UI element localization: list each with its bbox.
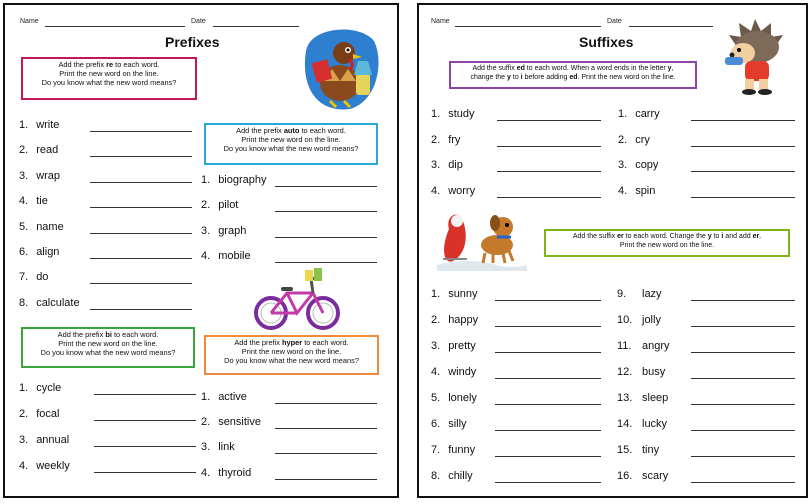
list-item: 5. lonely bbox=[431, 392, 477, 404]
list-item: 8. calculate bbox=[19, 297, 80, 309]
list-item: 4. tie bbox=[19, 195, 48, 207]
list-item: 4. thyroid bbox=[201, 467, 252, 479]
instruction-line-2: Print the new word on the line. bbox=[241, 135, 341, 144]
name-line[interactable] bbox=[45, 26, 185, 27]
answer-line[interactable] bbox=[495, 430, 601, 431]
suffixes-worksheet bbox=[417, 3, 808, 498]
answer-line[interactable] bbox=[275, 428, 377, 429]
instruction-line-2: change the y to i before adding ed. Print the new word on the line. bbox=[470, 74, 676, 81]
date-label: Date bbox=[191, 18, 206, 25]
turkey-reading-icon bbox=[300, 21, 382, 113]
instruction-line-3: Do you know what the new word means? bbox=[223, 144, 359, 153]
list-item: 4. worry bbox=[431, 185, 476, 197]
instruction-line-1: Add the prefix re to each word. bbox=[58, 60, 160, 69]
answer-line[interactable] bbox=[691, 146, 795, 147]
list-item: 3. dip bbox=[431, 159, 463, 171]
name-line[interactable] bbox=[455, 26, 601, 27]
answer-line[interactable] bbox=[495, 378, 601, 379]
answer-line[interactable] bbox=[691, 352, 795, 353]
list-item: 1. cycle bbox=[19, 382, 62, 394]
list-item: 1. sunny bbox=[431, 288, 478, 300]
list-item: 2. sensitive bbox=[201, 416, 261, 428]
answer-line[interactable] bbox=[497, 146, 601, 147]
prefixes-worksheet bbox=[3, 3, 399, 498]
list-item: 2. pilot bbox=[201, 199, 239, 211]
instruction-line-2: Print the new word on the line. bbox=[58, 339, 158, 348]
instruction-box-re bbox=[21, 57, 197, 100]
instruction-line-1: Add the prefix auto to each word. bbox=[236, 126, 346, 135]
answer-line[interactable] bbox=[90, 309, 192, 310]
list-item: 6. align bbox=[19, 246, 60, 258]
answer-line[interactable] bbox=[275, 453, 377, 454]
answer-line[interactable] bbox=[275, 211, 377, 212]
instruction-line-3: Do you know what the new word means? bbox=[224, 356, 359, 365]
list-item: 3. wrap bbox=[19, 170, 61, 182]
list-item: 1. biography bbox=[201, 174, 267, 186]
date-label: Date bbox=[607, 18, 622, 25]
hedgehog-icon bbox=[719, 17, 789, 95]
list-item: 5. name bbox=[19, 221, 64, 233]
date-line[interactable] bbox=[213, 26, 299, 27]
answer-line[interactable] bbox=[90, 131, 192, 132]
answer-line[interactable] bbox=[691, 378, 795, 379]
answer-line[interactable] bbox=[495, 300, 601, 301]
answer-line[interactable] bbox=[94, 446, 196, 447]
list-item: 1. study bbox=[431, 108, 475, 120]
dog-sledding-icon bbox=[437, 207, 527, 271]
list-item: 6. silly bbox=[431, 418, 467, 430]
instruction-line-2: Print the new word on the line. bbox=[59, 69, 159, 78]
list-item: 3. copy bbox=[618, 159, 659, 171]
answer-line[interactable] bbox=[275, 262, 377, 263]
answer-line[interactable] bbox=[275, 403, 377, 404]
list-item: 4. mobile bbox=[201, 250, 251, 262]
answer-line[interactable] bbox=[275, 479, 377, 480]
list-item: 4. spin bbox=[618, 185, 656, 197]
answer-line[interactable] bbox=[495, 456, 601, 457]
instruction-line-1: Add the suffix er to each word. Change the y to i and add er. bbox=[572, 233, 762, 240]
list-item: 2. happy bbox=[431, 314, 479, 326]
instruction-line-3: Do you know what the new word means? bbox=[40, 348, 176, 357]
instruction-line-2: Print the new word on the line. bbox=[619, 242, 715, 249]
answer-line[interactable] bbox=[497, 197, 601, 198]
list-item: 13. sleep bbox=[617, 392, 669, 404]
instruction-box-er bbox=[544, 229, 790, 257]
answer-line[interactable] bbox=[275, 237, 377, 238]
instruction-line-2: Print the new word on the line. bbox=[241, 347, 342, 356]
answer-line[interactable] bbox=[691, 404, 795, 405]
answer-line[interactable] bbox=[497, 171, 601, 172]
list-item: 4. weekly bbox=[19, 460, 70, 472]
list-item: 3. graph bbox=[201, 225, 247, 237]
answer-line[interactable] bbox=[94, 394, 196, 395]
answer-line[interactable] bbox=[90, 207, 192, 208]
list-item: 3. annual bbox=[19, 434, 70, 446]
name-label: Name bbox=[20, 18, 39, 25]
instruction-box-bi bbox=[21, 327, 195, 368]
page-title: Prefixes bbox=[165, 34, 220, 50]
answer-line[interactable] bbox=[90, 156, 192, 157]
instruction-box-ed bbox=[449, 61, 697, 89]
answer-line[interactable] bbox=[94, 472, 196, 473]
list-item: 8. chilly bbox=[431, 470, 473, 482]
answer-line[interactable] bbox=[94, 420, 196, 421]
bicycle-icon bbox=[253, 267, 343, 331]
date-line[interactable] bbox=[629, 26, 713, 27]
list-item: 9. lazy bbox=[617, 288, 662, 300]
list-item: 16. scary bbox=[617, 470, 669, 482]
answer-line[interactable] bbox=[90, 182, 192, 183]
answer-line[interactable] bbox=[90, 233, 192, 234]
list-item: 7. do bbox=[19, 271, 49, 283]
page-title: Suffixes bbox=[579, 34, 634, 50]
answer-line[interactable] bbox=[495, 352, 601, 353]
list-item: 11. angry bbox=[617, 340, 670, 352]
list-item: 14. lucky bbox=[617, 418, 668, 430]
instruction-box-auto bbox=[204, 123, 378, 165]
answer-line[interactable] bbox=[275, 186, 377, 187]
list-item: 2. read bbox=[19, 144, 59, 156]
list-item: 1. write bbox=[19, 119, 60, 131]
instruction-line-1: Add the prefix hyper to each word. bbox=[234, 338, 349, 347]
answer-line[interactable] bbox=[691, 120, 795, 121]
answer-line[interactable] bbox=[691, 456, 795, 457]
list-item: 10. jolly bbox=[617, 314, 661, 326]
answer-line[interactable] bbox=[691, 430, 795, 431]
instruction-line-1: Add the prefix bi to each word. bbox=[57, 330, 159, 339]
answer-line[interactable] bbox=[691, 326, 795, 327]
list-item: 3. link bbox=[201, 441, 235, 453]
list-item: 2. cry bbox=[618, 134, 650, 146]
answer-line[interactable] bbox=[495, 482, 601, 483]
list-item: 3. pretty bbox=[431, 340, 476, 352]
answer-line[interactable] bbox=[90, 258, 192, 259]
list-item: 2. focal bbox=[19, 408, 60, 420]
instruction-line-3: Do you know what the new word means? bbox=[41, 78, 177, 87]
answer-line[interactable] bbox=[691, 482, 795, 483]
answer-line[interactable] bbox=[691, 197, 795, 198]
list-item: 1. active bbox=[201, 391, 247, 403]
instruction-line-1: Add the suffix ed to each word. When a word ends in the letter y, bbox=[472, 65, 674, 72]
name-label: Name bbox=[431, 18, 450, 25]
answer-line[interactable] bbox=[497, 120, 601, 121]
list-item: 15. tiny bbox=[617, 444, 660, 456]
list-item: 12. busy bbox=[617, 366, 666, 378]
list-item: 2. fry bbox=[431, 134, 461, 146]
answer-line[interactable] bbox=[495, 326, 601, 327]
list-item: 7. funny bbox=[431, 444, 476, 456]
list-item: 1. carry bbox=[618, 108, 660, 120]
answer-line[interactable] bbox=[691, 171, 795, 172]
instruction-box-hyper bbox=[204, 335, 379, 375]
answer-line[interactable] bbox=[691, 300, 795, 301]
answer-line[interactable] bbox=[90, 283, 192, 284]
list-item: 4. windy bbox=[431, 366, 477, 378]
answer-line[interactable] bbox=[495, 404, 601, 405]
